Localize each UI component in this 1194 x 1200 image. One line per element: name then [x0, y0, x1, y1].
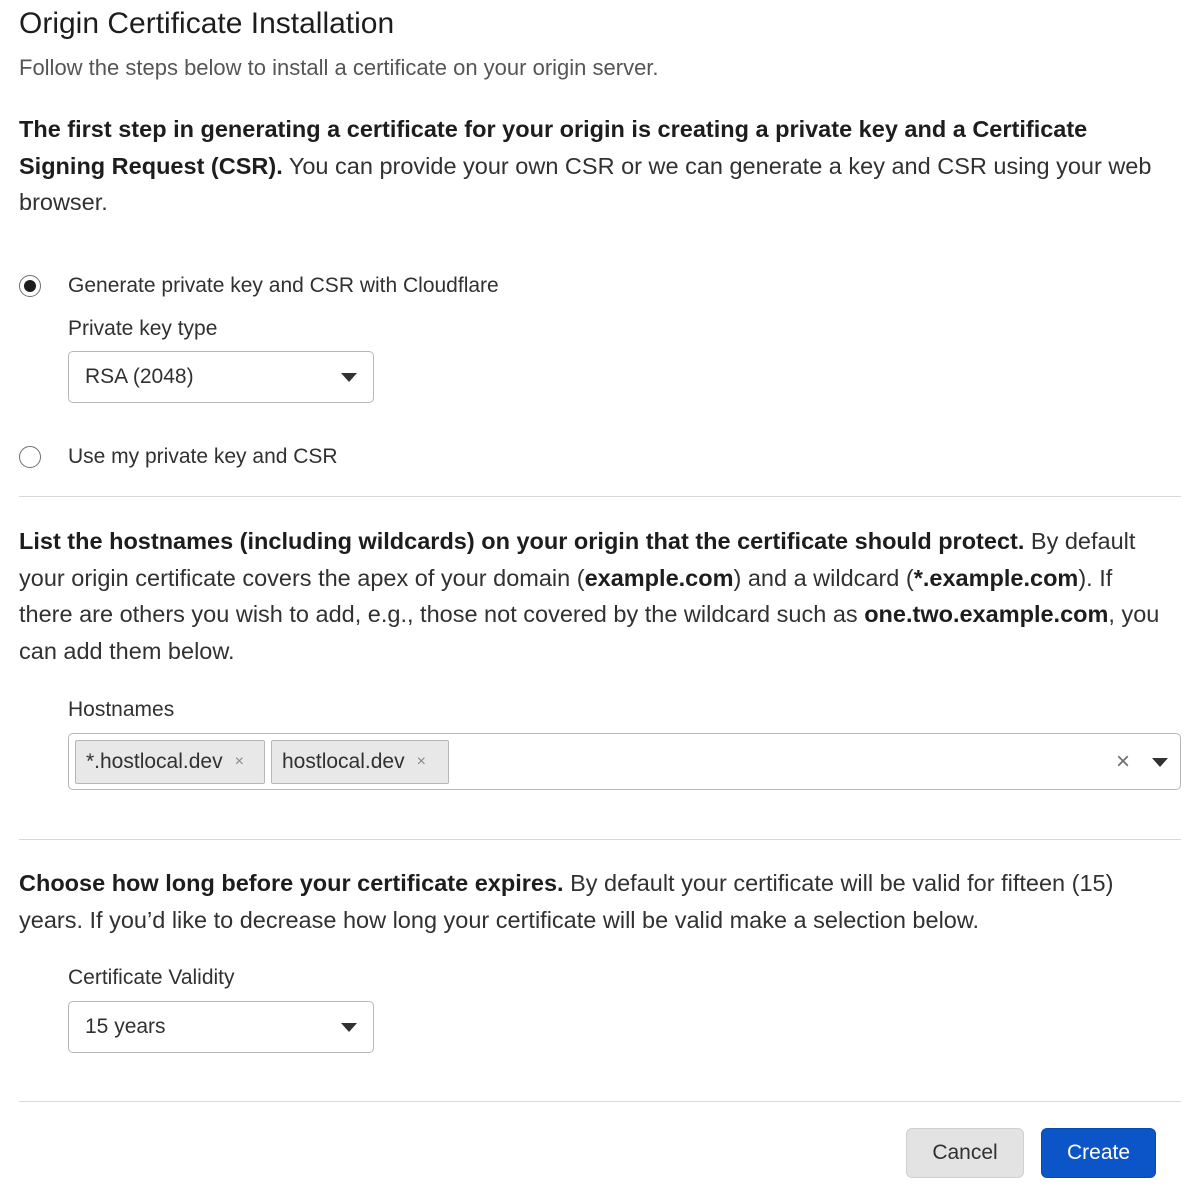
hostnames-intro-part3: ). If there are others you wish to add, e.g., those not covered by the wildcard such as — [19, 564, 1113, 628]
cancel-button[interactable]: Cancel — [906, 1128, 1024, 1178]
radio-selected-dot — [24, 280, 36, 292]
validity-intro-rest: By default your certificate will be valid for fifteen (15) years. If you’d like to decrease how long your certificate will be valid make a selection below. — [19, 870, 1114, 933]
hostname-chip-label: hostlocal.dev — [282, 750, 405, 773]
certificate-validity-select[interactable] — [68, 1001, 374, 1053]
private-key-type-value: RSA (2048) — [85, 365, 194, 388]
hostnames-intro-part4: , you can add them below. — [19, 601, 1160, 665]
hostnames-example-apex: example.com — [584, 564, 734, 591]
hostnames-intro-part2: ) and a wildcard ( — [733, 564, 914, 591]
hostnames-intro-part1: By default your origin certificate covers the apex of your domain ( — [19, 528, 1136, 591]
certificate-validity-label: Certificate Validity — [68, 966, 235, 989]
csr-intro-bold: The first step in generating a certificate for your origin is creating a private key and a Certificate Signing Request (CSR). — [19, 116, 1088, 179]
hostnames-intro-text — [19, 523, 1169, 670]
radio-own-csr[interactable] — [19, 446, 41, 468]
hostnames-label: Hostnames — [68, 698, 175, 721]
private-key-type-select[interactable] — [68, 351, 374, 403]
validity-intro-bold: Choose how long before your certificate expires. — [19, 870, 564, 896]
page-title: Origin Certificate Installation — [19, 7, 395, 40]
clear-all-icon[interactable]: × — [1115, 747, 1130, 775]
csr-intro-rest: You can provide your own CSR or we can generate a key and CSR using your web browser. — [19, 152, 1152, 216]
hostnames-multiselect[interactable] — [68, 733, 1181, 790]
page-subtitle: Follow the steps below to install a certificate on your origin server. — [19, 55, 659, 80]
section-divider — [19, 1101, 1181, 1102]
validity-intro-text — [19, 865, 1169, 938]
hostname-chip-label: *.hostlocal.dev — [86, 750, 223, 773]
section-divider — [19, 839, 1181, 840]
create-button[interactable]: Create — [1041, 1128, 1156, 1178]
hostname-chip — [271, 740, 449, 784]
radio-generate-csr-label[interactable]: Generate private key and CSR with Cloudflare — [68, 274, 499, 297]
radio-generate-csr-row[interactable] — [19, 273, 499, 299]
radio-own-csr-row[interactable] — [19, 444, 338, 470]
certificate-validity-value: 15 years — [85, 1015, 166, 1038]
chip-remove-icon[interactable]: × — [234, 753, 244, 770]
hostnames-intro-bold: List the hostnames (including wildcards) on your origin that the certificate should protect. — [19, 528, 1025, 554]
private-key-type-label: Private key type — [68, 317, 218, 340]
caret-down-icon[interactable] — [1152, 758, 1168, 767]
section-divider — [19, 496, 1181, 497]
caret-down-icon — [341, 1023, 357, 1032]
hostname-chip — [75, 740, 265, 784]
hostnames-example-subdomain: one.two.example.com — [864, 601, 1109, 628]
radio-own-csr-label[interactable]: Use my private key and CSR — [68, 445, 338, 468]
radio-generate-csr[interactable] — [19, 275, 41, 297]
hostnames-example-wildcard: *.example.com — [913, 564, 1079, 591]
csr-intro-text — [19, 111, 1169, 221]
chip-remove-icon[interactable]: × — [416, 753, 426, 770]
caret-down-icon — [341, 373, 357, 382]
